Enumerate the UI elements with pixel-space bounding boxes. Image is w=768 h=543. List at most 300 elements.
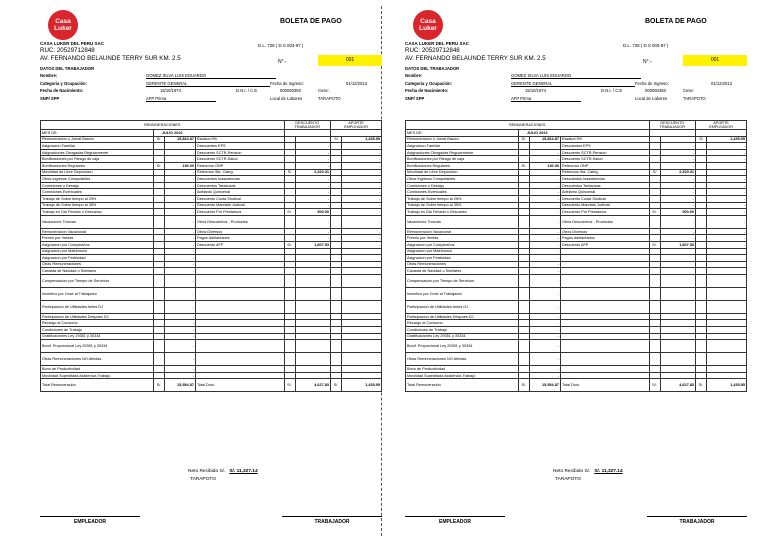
contribution-currency [696,156,707,163]
deduction-label [560,366,649,373]
deduction-label: Descuentos Tardanzas [195,182,284,189]
contribution-currency [331,189,342,196]
deduction-label: Adelanto Quincenal [560,189,649,196]
earning-label: Otros Ingresos Computables [406,176,519,183]
earning-amount: - [529,195,560,202]
deduction-label: Descuento Por Prestamos [560,209,649,216]
table-row [41,215,382,228]
dni-value: 000060350 [645,88,666,94]
earning-amount: 15,824.87 [164,136,195,143]
deduction-amount: - [660,176,695,183]
earning-label: Asignacion por Matrimonio [406,248,519,255]
earning-currency [153,169,164,176]
contribution-currency [331,287,342,300]
earning-amount: - [529,235,560,242]
earning-currency: S/. [518,162,529,169]
city: TARAPOTO [555,477,581,482]
earning-label: Comisiones o Destajo [41,182,154,189]
deduction-label: Retencion ONP [195,162,284,169]
deduction-currency [284,162,295,169]
contribution-currency [696,169,707,176]
earning-amount: - [164,235,195,242]
deduction-amount [295,333,330,340]
contribution-amount: - [707,176,747,183]
earning-currency [153,287,164,300]
earning-label: Remuneracion o Jornal Basico [41,136,154,143]
birth-date-label: Fecha de Nacimiento: [405,88,449,94]
deduction-label [195,248,284,255]
deduction-currency [649,202,660,209]
deduction-currency: S/ [284,169,295,176]
pension-label: SNP/ SPP [405,95,425,101]
earning-currency [153,215,164,228]
contribution-amount: - [342,202,382,209]
earning-currency [518,327,529,334]
deduction-label [195,255,284,262]
month-value: JULIO 2022 [153,130,284,137]
table-row [41,136,382,143]
number-label: N°.- [643,59,652,65]
table-row [406,136,747,143]
deduction-currency [284,333,295,340]
earning-label: Asignaciones Otorgadas Regularmente [41,149,154,156]
deduction-label [195,327,284,334]
deduction-amount: - [660,215,695,228]
contribution-currency [331,169,342,176]
deduction-currency [284,366,295,373]
deduction-amount [295,300,330,313]
deduction-label [560,320,649,327]
earning-currency [518,228,529,235]
contribution-amount [707,287,747,300]
earning-amount: - [164,287,195,300]
contribution-currency [696,313,707,320]
table-row [406,379,747,392]
deduction-currency [649,333,660,340]
table-row [41,176,382,183]
earning-label: Bonificaciones por Riesgo de caja [41,156,154,163]
name-label: Nombre: [40,73,58,79]
contribution-currency [696,300,707,313]
contribution-currency [696,274,707,287]
table-row [41,261,382,268]
deduction-currency [284,261,295,268]
earning-label: Bonificaciones Regulares [406,162,519,169]
earning-currency [518,248,529,255]
deduction-label: Descuentos Inasistencias [560,176,649,183]
city: TARAPOTO [190,477,216,482]
employee-name: GOMEZ SILVA LUIS EDUARDO [146,73,276,79]
deduction-amount: - [660,143,695,150]
earning-amount: - [164,228,195,235]
deduction-label: Otros Descuentos - Productos [195,215,284,228]
table-row [41,248,382,255]
legal-reference: D.L. 728 ( D.S 003-97 ) [623,43,669,48]
net-prefix: S/. [594,469,601,474]
deduction-label: Descuento AFP [195,241,284,248]
deduction-currency: S/. [284,241,295,248]
deduction-currency: S/. [649,379,660,392]
contribution-currency [331,372,342,379]
earning-currency [153,156,164,163]
contribution-amount [342,300,382,313]
deduction-amount: 2,320.31 [295,169,330,176]
deduction-label: Descuento Cuota Sindical [560,195,649,202]
table-row [406,209,747,216]
earning-amount: - [529,268,560,275]
deduction-currency [284,228,295,235]
deduction-label: Descuento AFP [560,241,649,248]
deduction-label: Descuento SCTR-Salud [560,156,649,163]
contribution-amount [342,261,382,268]
earning-label: Asignacion por Festividad [406,255,519,262]
earning-label: Bonificaciones Regulares [41,162,154,169]
earning-amount: - [529,169,560,176]
earning-amount: - [529,261,560,268]
earning-amount: - [529,189,560,196]
employee-data [405,66,747,103]
deduction-currency [649,248,660,255]
earning-label: Movilidad Supeditada Asistencia Trabajo [406,372,519,379]
contribution-currency [331,340,342,353]
net-label: Neto Recibido S/. [553,469,591,474]
deduction-amount: - [660,149,695,156]
contribution-currency [331,195,342,202]
contribution-amount: - [342,228,382,235]
earning-currency: S/. [153,136,164,143]
dni-label: D.N.I. / C.E [236,88,258,94]
table-row [406,182,747,189]
legal-reference: D.L. 728 ( D.S 003-97 ) [258,43,304,48]
earning-currency [153,261,164,268]
earning-label: Asignacion por Matrimonio [41,248,154,255]
contribution-currency [331,274,342,287]
table-row [41,353,382,366]
net-received [553,469,623,474]
doc-title: BOLETA DE PAGO [645,18,707,25]
contribution-amount: - [707,195,747,202]
deduction-amount [295,261,330,268]
deduction-currency: S/. [649,209,660,216]
earning-label: Incentivo por Cese al Trabajador [41,287,154,300]
table-row [41,327,382,334]
earning-currency [518,255,529,262]
month-label: MES DE: [406,130,519,137]
slip-number: 001 [683,55,747,66]
deduction-currency [649,353,660,366]
contribution-currency [696,255,707,262]
earning-currency [153,209,164,216]
earning-amount: - [164,320,195,327]
contribution-amount: - [707,143,747,150]
table-row [41,300,382,313]
contribution-amount: - [342,189,382,196]
birth-date: 15/10/1974 [160,88,181,94]
deduction-currency: S/ [649,169,660,176]
deduction-label [195,261,284,268]
deduction-amount [660,340,695,353]
contribution-currency [331,209,342,216]
contribution-amount [707,268,747,275]
earning-amount: - [529,366,560,373]
earning-amount: - [529,255,560,262]
table-row [406,228,747,235]
table-row [406,300,747,313]
contribution-currency [331,149,342,156]
deduction-amount [660,136,695,143]
contribution-amount [707,255,747,262]
contribution-amount [707,300,747,313]
earning-currency [153,202,164,209]
earning-currency [518,149,529,156]
contribution-currency [696,182,707,189]
contribution-currency [331,156,342,163]
earning-amount: - [529,287,560,300]
contribution-amount: - [342,215,382,228]
table-row [406,268,747,275]
deduction-label: Descuento SCTR-Pension [195,149,284,156]
earning-amount: - [529,327,560,334]
company-address: AV. FERNANDO BELAUNDE TERRY SUR KM. 2.5 [405,55,546,62]
earning-amount: - [164,333,195,340]
deduction-amount: - [660,189,695,196]
deduction-amount [295,274,330,287]
earning-amount: - [529,313,560,320]
contribution-currency [696,215,707,228]
earning-currency [518,287,529,300]
deduction-amount [295,255,330,262]
earning-currency [153,274,164,287]
contribution-currency [696,268,707,275]
company-name: CASA LUKER DEL PERU SAC [405,41,470,46]
contribution-amount: 1,435.95 [342,379,382,392]
contribution-currency [331,300,342,313]
dni-label: D.N.I. / C.E [601,88,623,94]
contribution-currency [331,261,342,268]
deduction-currency [649,255,660,262]
birth-date-label: Fecha de Nacimiento: [40,88,84,94]
contribution-currency [331,162,342,169]
deduction-amount [660,372,695,379]
earning-amount: - [529,143,560,150]
earning-amount: - [164,169,195,176]
earning-currency [518,333,529,340]
earning-label: Remuneracion Vacacional [406,228,519,235]
deduction-label: Retencion 5ta. Categ. [560,169,649,176]
deduction-currency [649,340,660,353]
contribution-amount [707,366,747,373]
earning-currency [153,268,164,275]
earning-label: Remuneracion o Jornal Basico [406,136,519,143]
earning-amount: - [164,241,195,248]
earning-amount: - [164,182,195,189]
deduction-amount: - [295,195,330,202]
earning-amount: - [529,300,560,313]
deduction-currency [649,156,660,163]
contribution-amount: - [342,182,382,189]
earning-amount: - [529,176,560,183]
deduction-label [195,340,284,353]
deduction-currency [649,228,660,235]
contribution-currency [696,189,707,196]
table-row [406,143,747,150]
deduction-amount [660,353,695,366]
pension-label: SNP/ SPP [40,95,60,101]
earning-label: Premio por Ventas [41,235,154,242]
deduction-amount: - [660,162,695,169]
earning-currency [153,195,164,202]
deduction-currency [284,195,295,202]
name-label: Nombre: [405,73,423,79]
contribution-amount: 1,435.95 [707,379,747,392]
deduction-label: Total Dcto. [560,379,649,392]
earning-label: Asignacion Familiar [406,143,519,150]
table-row [406,215,747,228]
contribution-amount [707,320,747,327]
table-row [406,261,747,268]
table-row [41,372,382,379]
earning-currency [518,261,529,268]
earning-currency [153,353,164,366]
contribution-currency [696,209,707,216]
contribution-currency [331,327,342,334]
deduction-label [195,372,284,379]
deduction-amount [295,313,330,320]
deduction-amount: - [295,156,330,163]
header-aporte: APORTE EMPLEADOR [696,121,747,130]
deduction-currency [284,268,295,275]
deduction-label: Pagos Adelantados [195,235,284,242]
deduction-amount: - [295,235,330,242]
contribution-amount [707,248,747,255]
deduction-amount [660,287,695,300]
contribution-amount [342,287,382,300]
earning-label: Bono de Productividad [406,366,519,373]
contribution-currency [696,327,707,334]
deduction-amount: - [660,202,695,209]
earning-currency [153,372,164,379]
earning-amount: - [529,182,560,189]
deduction-currency [649,268,660,275]
earning-amount: - [529,149,560,156]
earning-label: Trabajo de Sobre tiempo al 25% [41,195,154,202]
table-row [41,162,382,169]
deduction-currency [284,274,295,287]
contribution-amount: - [342,169,382,176]
earning-amount: - [529,372,560,379]
earning-currency [518,215,529,228]
net-received [188,469,258,474]
earning-label: Movilidad de Libre Deposicion [41,169,154,176]
contribution-currency [331,366,342,373]
deduction-currency [284,143,295,150]
earning-currency [153,176,164,183]
contribution-amount [342,248,382,255]
deduction-label [560,333,649,340]
deduction-label: Essalud 9% [195,136,284,143]
contribution-amount: - [707,149,747,156]
workplace-label: Local de Labores [635,95,668,101]
contribution-amount: - [342,241,382,248]
deduction-label [560,268,649,275]
earning-currency [518,143,529,150]
earning-currency [153,241,164,248]
earning-currency: S/. [518,379,529,392]
contribution-currency [696,202,707,209]
earning-label: Asignacion por Cumpleaños [41,241,154,248]
table-row [406,372,747,379]
contribution-amount: - [342,156,382,163]
earning-label: Remuneracion Vacacional [41,228,154,235]
earning-label: Premio por Ventas [406,235,519,242]
deduction-amount: - [295,162,330,169]
deduction-label [560,261,649,268]
contribution-currency [696,241,707,248]
contribution-currency [696,340,707,353]
earning-currency [518,156,529,163]
table-row [41,189,382,196]
contribution-currency [331,333,342,340]
deduction-label [195,320,284,327]
contribution-amount: - [342,235,382,242]
deduction-currency [649,235,660,242]
earning-currency [153,320,164,327]
table-row [406,241,747,248]
contribution-amount [707,353,747,366]
deduction-amount: - [295,189,330,196]
earning-label: Recargo al Consumo [406,320,519,327]
contribution-amount [342,340,382,353]
deduction-amount [295,320,330,327]
earning-label: Trabajo de Sobre tiempo al 35% [41,202,154,209]
earning-label: Total Remuneración [406,379,519,392]
deduction-currency [649,162,660,169]
deduction-amount: - [660,156,695,163]
contribution-currency [331,313,342,320]
earning-label: Condiciones de Trabajo [406,327,519,334]
employee-category: GERENTE GENERAL [146,81,270,87]
deduction-currency [284,235,295,242]
table-row [41,333,382,340]
earning-currency [518,300,529,313]
contribution-currency [696,261,707,268]
earning-amount: - [164,176,195,183]
deduction-label: Descuento Por Prestamos [195,209,284,216]
contribution-amount [707,274,747,287]
earning-amount: - [164,215,195,228]
earning-currency [153,366,164,373]
contribution-amount: - [342,143,382,150]
deduction-label: Descuentos EPS [560,143,649,150]
deduction-currency [649,327,660,334]
earning-currency [518,340,529,353]
deduction-label: Retencion 5ta. Categ. [195,169,284,176]
deduction-amount: - [295,176,330,183]
contribution-amount [342,320,382,327]
table-row [406,340,747,353]
workplace-label: Local de Labores [270,95,303,101]
header-descuento: DESCUENTO TRABAJADOR [284,121,330,130]
earning-amount: 15,824.87 [529,136,560,143]
deduction-label: Descuento SCTR-Pension [560,149,649,156]
table-row [41,313,382,320]
table-row [406,313,747,320]
table-row [41,149,382,156]
header-aporte: APORTE EMPLEADOR [331,121,382,130]
contribution-currency [331,241,342,248]
contribution-amount: - [707,209,747,216]
earning-label: Canasta de Navidad o Similares [41,268,154,275]
